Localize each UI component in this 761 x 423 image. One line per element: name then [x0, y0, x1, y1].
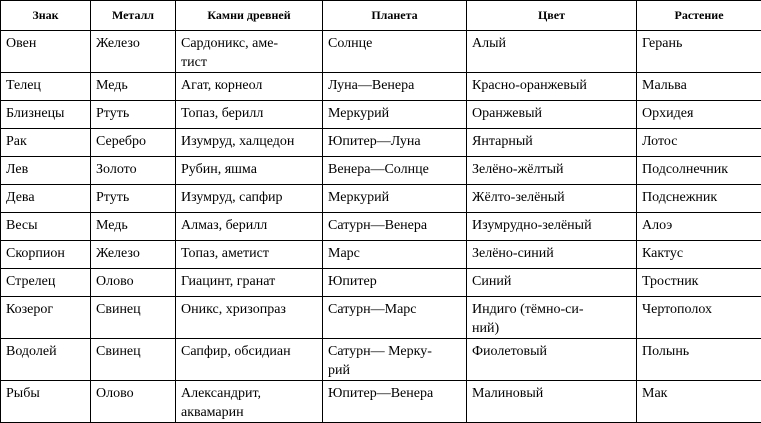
- cell-planet: Солнце: [323, 31, 467, 73]
- cell-sign: Стрелец: [1, 269, 91, 297]
- cell-planet: Сатурн— Мерку- рий: [323, 339, 467, 381]
- cell-color: Красно-оранжевый: [467, 73, 637, 101]
- cell-color: Фиолетовый: [467, 339, 637, 381]
- table-row: [1, 157, 761, 185]
- cell-metal: Ртуть: [91, 185, 176, 213]
- cell-metal: Свинец: [91, 339, 176, 381]
- cell-metal: Медь: [91, 213, 176, 241]
- cell-plant: Мак: [637, 381, 761, 423]
- cell-plant: Подсолнечник: [637, 157, 761, 185]
- cell-sign: Весы: [1, 213, 91, 241]
- cell-color: Янтарный: [467, 129, 637, 157]
- cell-stones: Рубин, яшма: [176, 157, 323, 185]
- cell-metal: Свинец: [91, 297, 176, 339]
- cell-sign: Скорпион: [1, 241, 91, 269]
- cell-sign: Близнецы: [1, 101, 91, 129]
- cell-color: Синий: [467, 269, 637, 297]
- cell-metal: Серебро: [91, 129, 176, 157]
- table-header: [1, 1, 761, 31]
- header-planet: Планета: [323, 1, 467, 31]
- cell-plant: Тростник: [637, 269, 761, 297]
- cell-plant: Кактус: [637, 241, 761, 269]
- cell-metal: Медь: [91, 73, 176, 101]
- table-row: [1, 73, 761, 101]
- table-row: [1, 31, 761, 73]
- table-row: [1, 101, 761, 129]
- table-row: [1, 241, 761, 269]
- cell-stones: Александрит, аквамарин: [176, 381, 323, 423]
- cell-plant: Полынь: [637, 339, 761, 381]
- cell-stones: Топаз, берилл: [176, 101, 323, 129]
- header-plant: Растение: [637, 1, 761, 31]
- cell-color: Оранжевый: [467, 101, 637, 129]
- cell-stones: Сапфир, обсидиан: [176, 339, 323, 381]
- cell-planet: Марс: [323, 241, 467, 269]
- cell-color: Зелёно-синий: [467, 241, 637, 269]
- cell-plant: Орхидея: [637, 101, 761, 129]
- header-stones: Камни древней: [176, 1, 323, 31]
- header-row: [1, 1, 761, 31]
- header-sign: Знак: [1, 1, 91, 31]
- cell-planet: Юпитер—Луна: [323, 129, 467, 157]
- table-body: [1, 31, 761, 423]
- table-row: [1, 297, 761, 339]
- cell-metal: Железо: [91, 31, 176, 73]
- cell-plant: Герань: [637, 31, 761, 73]
- cell-sign: Телец: [1, 73, 91, 101]
- cell-sign: Козерог: [1, 297, 91, 339]
- cell-color: Жёлто-зелёный: [467, 185, 637, 213]
- cell-planet: Луна—Венера: [323, 73, 467, 101]
- cell-color: Зелёно-жёлтый: [467, 157, 637, 185]
- cell-stones: Оникс, хризопраз: [176, 297, 323, 339]
- cell-planet: Юпитер: [323, 269, 467, 297]
- cell-stones: Гиацинт, гранат: [176, 269, 323, 297]
- cell-planet: Меркурий: [323, 185, 467, 213]
- table-row: [1, 129, 761, 157]
- cell-plant: Лотос: [637, 129, 761, 157]
- table-row: [1, 185, 761, 213]
- cell-color: Малиновый: [467, 381, 637, 423]
- header-metal: Металл: [91, 1, 176, 31]
- cell-metal: Ртуть: [91, 101, 176, 129]
- cell-color: Изумрудно-зелёный: [467, 213, 637, 241]
- cell-stones: Алмаз, берилл: [176, 213, 323, 241]
- cell-stones: Сардоникс, аме- тист: [176, 31, 323, 73]
- table-row: [1, 339, 761, 381]
- cell-sign: Дева: [1, 185, 91, 213]
- cell-planet: Сатурн—Марс: [323, 297, 467, 339]
- cell-stones: Изумруд, сапфир: [176, 185, 323, 213]
- table-row: [1, 381, 761, 423]
- cell-metal: Олово: [91, 381, 176, 423]
- cell-sign: Рак: [1, 129, 91, 157]
- cell-plant: Чертополох: [637, 297, 761, 339]
- cell-stones: Изумруд, халцедон: [176, 129, 323, 157]
- cell-sign: Овен: [1, 31, 91, 73]
- cell-planet: Меркурий: [323, 101, 467, 129]
- cell-sign: Лев: [1, 157, 91, 185]
- cell-metal: Олово: [91, 269, 176, 297]
- cell-color: Алый: [467, 31, 637, 73]
- cell-planet: Сатурн—Венера: [323, 213, 467, 241]
- header-color: Цвет: [467, 1, 637, 31]
- table-row: [1, 213, 761, 241]
- cell-stones: Агат, корнеол: [176, 73, 323, 101]
- cell-plant: Подснежник: [637, 185, 761, 213]
- cell-sign: Рыбы: [1, 381, 91, 423]
- cell-sign: Водолей: [1, 339, 91, 381]
- cell-plant: Алоэ: [637, 213, 761, 241]
- cell-metal: Золото: [91, 157, 176, 185]
- cell-color: Индиго (тёмно-си- ний): [467, 297, 637, 339]
- cell-plant: Мальва: [637, 73, 761, 101]
- table-row: [1, 269, 761, 297]
- cell-planet: Венера—Солнце: [323, 157, 467, 185]
- cell-planet: Юпитер—Венера: [323, 381, 467, 423]
- cell-stones: Топаз, аметист: [176, 241, 323, 269]
- cell-metal: Железо: [91, 241, 176, 269]
